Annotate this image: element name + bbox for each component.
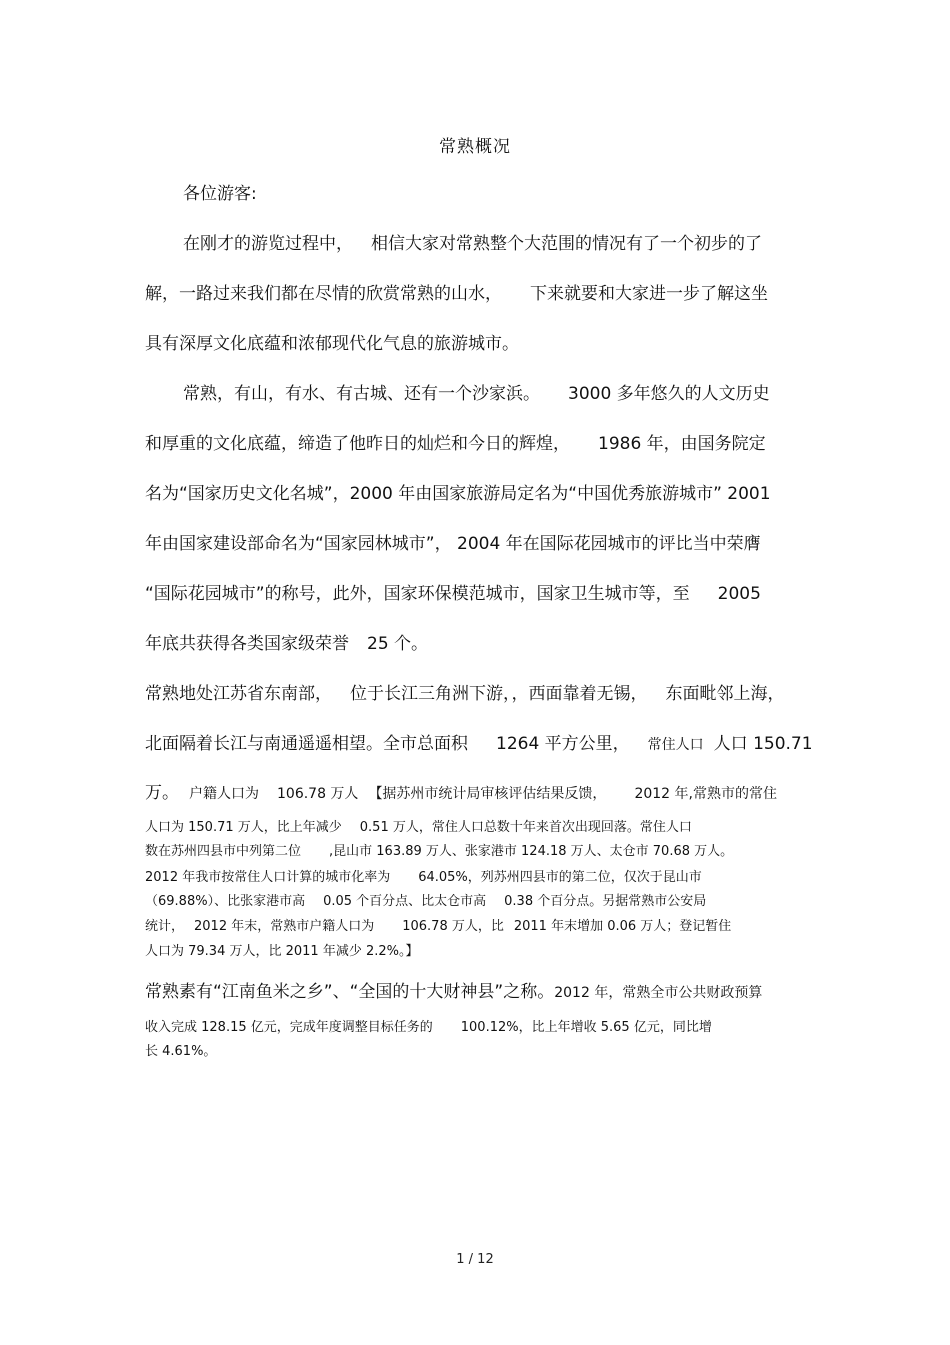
p3-line-2-part-a: 北面隔着长江与南通遥遥相望。全市总面积 [145,734,468,754]
p2-line-2 [145,433,766,455]
p4-line-1 [145,981,762,1004]
p3-line-2-part-d: 人口 150.71 [713,734,813,754]
p3-line-8-part-d: 2011 年末增加 0.06 万人；登记暂住 [513,919,732,934]
p2-line-1 [183,383,770,405]
p2-line-2-part-a: 和厚重的文化底蕴，缔造了他昨日的灿烂和今日的辉煌， [145,434,570,454]
p1-line-2-part-a: 解，一路过来我们都在尽情的欣赏常熟的山水， [145,284,502,304]
p3-line-3-part-d: 【据苏州市统计局审核评估结果反馈， [368,786,607,802]
p3-line-8-part-a: 统计， [145,919,185,934]
p3-line-4-part-a: 人口为 150.71 万人，比上年减少 [145,820,342,835]
p1-line-1-part-a: 在刚才的游览过程中， [183,234,353,254]
p4-line-1-part-b: 2012 年，常熟全市公共财政预算 [554,985,763,1001]
p3-line-6 [145,869,702,887]
p3-line-4 [145,819,692,837]
p4-line-2-part-b: 100.12%，比上年增收 5.65 亿元，同比增 [460,1020,712,1035]
p2-line-1-part-a: 常熟，有山，有水、有古城、还有一个沙家浜。 [183,384,540,404]
p3-line-5-part-b: ,昆山市 163.89 万人、张家港市 124.18 万人、太仓市 70.68 万人。 [329,844,734,859]
p3-line-5 [145,843,733,861]
p2-line-6-part-b: 25 个。 [367,634,429,654]
p3-line-6-part-a: 2012 年我市按常住人口计算的城市化率为 [145,870,391,885]
p3-line-3 [145,784,777,803]
p2-line-6 [145,633,428,655]
p1-line-3: 具有深厚文化底蕴和浓郁现代化气息的旅游城市。 [145,334,519,354]
p3-line-8 [145,918,731,936]
p2-line-5 [145,583,761,605]
greeting: 各位游客: [183,184,257,204]
p2-line-5-part-b: 2005 [717,584,761,604]
p3-line-2-part-b: 1264 平方公里， [496,734,630,754]
p4-line-3: 长 4.61%。 [145,1044,217,1059]
p3-line-1-part-b: 位于长江三角洲下游，，西面靠着无锡， [350,684,648,704]
p4-line-2 [145,1019,712,1037]
p3-line-7-part-b: 0.05 个百分点、比太仓市高 [323,894,487,909]
page-title: 常熟概况 [439,137,511,157]
p2-line-1-part-b: 3000 多年悠久的人文历史 [568,384,770,404]
p3-line-6-part-b: 64.05%，列苏州四县市的第二位，仅次于昆山市 [418,870,702,885]
p3-line-1-part-c: 东面毗邻上海， [665,684,785,704]
p3-line-4-part-b: 0.51 万人，常住人口总数十年来首次出现回落。常住人口 [359,820,692,835]
p3-line-7 [145,893,706,911]
p3-line-3-part-b: 户籍人口为 [189,786,259,802]
p2-line-5-part-a: “国际花园城市”的称号，此外，国家环保模范城市，国家卫生城市等，至 [145,584,690,604]
p4-line-2-part-a: 收入完成 128.15 亿元，完成年度调整目标任务的 [145,1020,433,1035]
p3-line-2-part-c: 常住人口 [647,737,704,753]
p2-line-6-part-a: 年底共获得各类国家级荣誉 [145,634,349,654]
p2-line-4: 年由国家建设部命名为“国家园林城市”， 2004 年在国际花园城市的评比当中荣膺 [145,534,761,554]
p1-line-1 [183,233,762,255]
p3-line-5-part-a: 数在苏州四县市中列第二位 [145,844,302,859]
p4-line-1-part-a: 常熟素有“江南鱼米之乡”、“全国的十大财神县”之称。 [145,982,555,1002]
p3-line-7-part-c: 0.38 个百分点。另据常熟市公安局 [504,894,707,909]
p3-line-1-part-a: 常熟地处江苏省东南部， [145,684,332,704]
p3-line-8-part-b: 2012 年末，常熟市户籍人口为 [194,919,375,934]
p2-line-3: 名为“国家历史文化名城”，2000 年由国家旅游局定名为“中国优秀旅游城市” 2001 [145,484,771,504]
p2-line-2-part-b: 1986 年，由国务院定 [598,434,766,454]
p3-line-3-part-e: 2012 年,常熟市的常住 [634,786,777,802]
p3-line-1 [145,683,785,705]
page-number: 1 / 12 [456,1252,494,1267]
p3-line-3-part-c: 106.78 万人 [277,786,359,802]
p3-line-7-part-a: （69.88%）、比张家港市高 [145,894,306,909]
p3-line-8-part-c: 106.78 万人，比 [402,919,504,934]
p1-line-2-part-b: 下来就要和大家进一步了解这坐 [530,284,768,304]
p1-line-1-part-b: 相信大家对常熟整个大范围的情况有了一个初步的了 [371,234,762,254]
p1-line-2 [145,283,768,305]
p3-line-3-part-a: 万。 [145,783,179,803]
p3-line-9: 人口为 79.34 万人，比 2011 年减少 2.2%。】 [145,944,419,959]
p3-line-2 [145,733,813,756]
